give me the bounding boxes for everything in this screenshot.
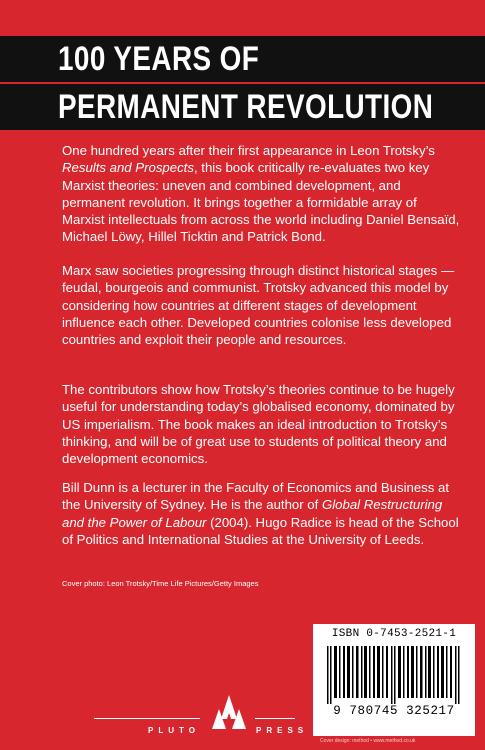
p4-text-b: (2004). Hugo Radice is head of the School of Politics and International Studies at the University of Leeds. xyxy=(62,514,459,547)
p4-book-title: Global Restructuring and the Power of Labour xyxy=(62,497,443,530)
p1-text-a: One hundred years after their first appearance in Leon Trotsky’s xyxy=(62,143,435,158)
publisher-word-right: PRESS xyxy=(256,726,309,735)
blurb-paragraph-2 xyxy=(62,262,462,348)
title-line-1: 100 YEARS OF xyxy=(58,40,260,78)
logo-rule-right xyxy=(255,718,295,719)
logo-rule-left xyxy=(94,718,200,719)
cover-photo-credit: Cover photo: Leon Trotsky/Time Life Pictures/Getty Images xyxy=(62,579,259,588)
title-line-2: PERMANENT REVOLUTION xyxy=(58,88,434,126)
p2-text: Marx saw societies progressing through distinct historical stages — feudal, bourgeois and communist. Trotsky advanced this model by considering how countries at different stages of development influence each other. Developed countries colonise less developed countries and exploit their people and resources. xyxy=(62,263,455,348)
isbn-label: ISBN 0-7453-2521-1 xyxy=(331,628,457,640)
blurb-paragraph-3 xyxy=(62,381,462,467)
p1-text-b: , this book critically re-evaluates two key Marxist theories: uneven and combined development, and permanent revolution. It brings together a formidable array of Marxist intellectuals from across the world including Daniel Bensaïd, Michael Löwy, Hillel Ticktin and Patrick Bond. xyxy=(62,160,460,245)
p3-text: The contributors show how Trotsky’s theories continue to be hugely useful for understanding today’s globalised economy, dominated by US imperialism. The book makes an ideal introduction to Trotsky’s thinking, and will be of great use to students of political theory and development economics. xyxy=(62,382,455,467)
p4-text-a: Bill Dunn is a lecturer in the Faculty of Economics and Business at the University of Sydney. He is the author of xyxy=(62,480,450,513)
barcode-number: 9 780745 325217 xyxy=(333,704,455,718)
barcode-panel xyxy=(313,624,475,736)
pluto-emblem-icon xyxy=(207,693,251,737)
barcode-icon xyxy=(323,646,465,704)
design-credit: Cover design: method • www.method.co.uk xyxy=(320,738,416,744)
blurb-paragraph-1 xyxy=(62,142,462,246)
publisher-word-left: PLUTO xyxy=(148,726,200,735)
p1-book-title: Results and Prospects xyxy=(62,160,194,176)
author-bio xyxy=(62,479,462,548)
